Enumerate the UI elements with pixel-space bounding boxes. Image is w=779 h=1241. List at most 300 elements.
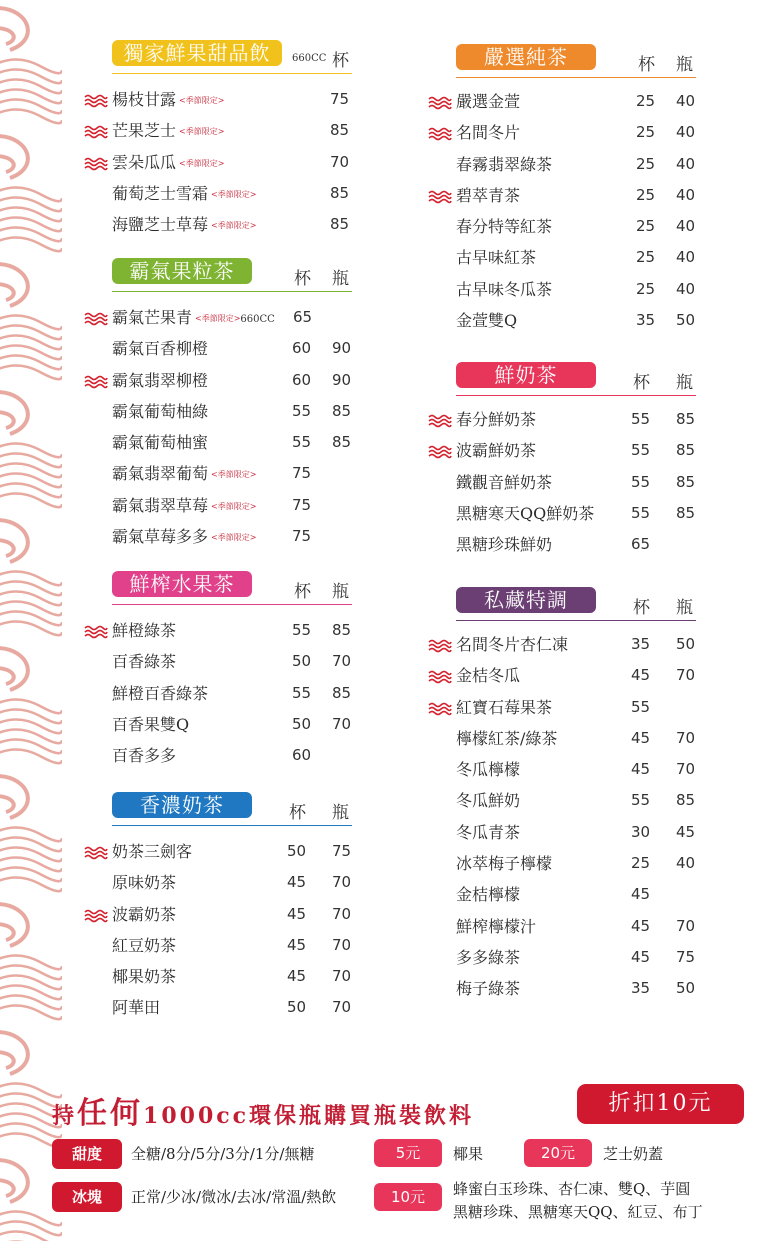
price-cup: 55 [292, 621, 312, 639]
item-name-wrap [112, 209, 256, 241]
menu-item[interactable] [428, 498, 696, 529]
menu-item[interactable] [428, 404, 696, 435]
price-bottle: 85 [332, 683, 352, 702]
recommended-wave-icon [428, 639, 452, 653]
item-name-wrap [112, 302, 275, 335]
section-divider [112, 825, 352, 827]
menu-item[interactable] [428, 723, 696, 754]
item-name-wrap [456, 660, 520, 691]
item-name-wrap [112, 961, 176, 992]
section-fresh-fruit-dessert [84, 40, 352, 235]
topping-price-5: 5元 [374, 1139, 442, 1167]
item-name-wrap [456, 117, 520, 148]
item-name: 百香果雙Q [112, 714, 190, 734]
price-cup: 45 [631, 947, 651, 966]
price-bottle: 40 [676, 248, 696, 267]
menu-item[interactable] [84, 396, 352, 427]
price-cup: 50 [292, 714, 312, 733]
menu-item[interactable] [84, 365, 352, 396]
menu-item[interactable] [428, 305, 696, 336]
price-cup: 25 [636, 154, 656, 173]
menu-item[interactable] [84, 521, 352, 552]
menu-item[interactable] [84, 992, 352, 1023]
column-header-bottle: 瓶 [332, 269, 349, 289]
item-name: 霸氣翡翠柳橙 [112, 370, 209, 390]
promo-emphasis: 任何 [77, 1096, 144, 1131]
column-header-cup: 杯 [294, 269, 311, 289]
item-name: 葡萄芝士雪霜 [112, 183, 209, 203]
item-name: 檸檬紅茶/綠茶 [456, 728, 558, 748]
menu-item[interactable] [428, 435, 696, 466]
price-cup: 55 [292, 683, 312, 702]
price-cup: 45 [287, 967, 307, 986]
price-cup: 55 [631, 441, 651, 460]
item-size-note: 660CC [240, 314, 275, 325]
price-bottle: 70 [332, 714, 352, 733]
item-name-wrap [112, 365, 208, 396]
menu-item[interactable] [84, 740, 352, 771]
item-name-wrap [112, 930, 176, 961]
section-title: 獨家鮮果甜品飲 [112, 40, 282, 66]
item-name-wrap [112, 836, 192, 867]
price-bottle: 85 [676, 441, 696, 460]
recommended-wave-icon [428, 702, 452, 716]
item-name: 原味奶茶 [112, 873, 177, 893]
item-name-wrap [456, 242, 536, 273]
price-cup: 60 [292, 746, 312, 765]
section-header [428, 44, 696, 78]
item-name-wrap [456, 180, 520, 211]
item-name-wrap [112, 84, 224, 116]
item-name-wrap [112, 427, 208, 458]
price-bottle: 85 [676, 410, 696, 428]
price-cup: 55 [631, 410, 651, 428]
menu-item[interactable] [84, 115, 352, 146]
price-bottle: 70 [676, 666, 696, 685]
price-cup: 75 [330, 90, 350, 108]
item-name: 春分特等紅茶 [456, 217, 553, 237]
price-cup: 55 [631, 472, 651, 491]
price-cup: 50 [287, 998, 307, 1017]
item-name-wrap [112, 678, 208, 709]
section-divider [456, 620, 696, 622]
item-name-wrap [456, 629, 568, 660]
recommended-wave-icon [428, 127, 452, 141]
promo-text: 持任何1000cc環保瓶購買瓶裝飲料 [52, 1096, 475, 1131]
price-cup: 55 [631, 503, 651, 522]
item-name-wrap [456, 692, 552, 723]
item-name: 楊枝甘露 [112, 90, 177, 109]
seasonal-tag: <季節限定> [179, 96, 225, 105]
recommended-wave-icon [84, 94, 108, 108]
menu-item[interactable] [428, 629, 696, 660]
price-bottle: 40 [676, 185, 696, 204]
price-bottle: 70 [332, 967, 352, 986]
price-bottle: 70 [332, 904, 352, 923]
item-name: 椰果奶茶 [112, 967, 177, 987]
section-header [428, 362, 696, 396]
price-bottle: 40 [676, 854, 696, 873]
item-name: 鮮橙綠茶 [112, 621, 177, 640]
column-header-cup: 杯 [633, 598, 650, 618]
item-name: 百香綠茶 [112, 652, 177, 672]
price-bottle: 70 [676, 760, 696, 779]
menu-item[interactable] [84, 490, 352, 521]
price-cup: 25 [636, 123, 656, 142]
item-name-wrap [456, 498, 594, 529]
item-name: 金桔冬瓜 [456, 666, 521, 686]
section-title: 私藏特調 [456, 587, 596, 613]
item-name-wrap [112, 867, 176, 898]
recommended-wave-icon [428, 445, 452, 459]
menu-item[interactable] [84, 333, 352, 364]
seasonal-tag: <季節限定> [211, 533, 257, 543]
topping-10-items-line2: 黑糖珍珠、黑糖寒天QQ、紅豆、布丁 [453, 1203, 703, 1221]
price-cup: 65 [293, 308, 313, 326]
recommended-wave-icon [84, 312, 108, 326]
item-name: 霸氣翡翠草莓 [112, 495, 209, 515]
menu-item[interactable] [84, 458, 352, 489]
menu-item[interactable] [84, 84, 352, 115]
item-name-wrap [456, 467, 552, 498]
topping-price-20: 20元 [524, 1139, 592, 1167]
item-name: 紅寶石莓果茶 [456, 697, 553, 717]
item-list [428, 404, 696, 560]
price-cup: 35 [636, 311, 656, 330]
item-name-wrap [112, 899, 176, 930]
price-cup: 25 [636, 92, 656, 110]
menu-item[interactable] [428, 86, 696, 117]
price-cup: 55 [292, 401, 312, 420]
price-bottle: 40 [676, 123, 696, 142]
item-name-wrap [112, 147, 224, 179]
item-name: 霸氣葡萄柚綠 [112, 401, 209, 421]
menu-item[interactable] [84, 147, 352, 178]
item-name-wrap [112, 458, 256, 490]
item-name-wrap [456, 785, 520, 816]
price-cup: 30 [631, 822, 651, 841]
swirl-motif [0, 392, 62, 507]
seasonal-tag: <季節限定> [211, 470, 257, 480]
column-header-bottle: 瓶 [676, 598, 693, 618]
item-name-wrap [112, 178, 256, 210]
recommended-wave-icon [84, 846, 108, 860]
price-bottle: 40 [676, 92, 696, 110]
section-title: 嚴選純茶 [456, 44, 596, 70]
seasonal-tag: <季節限定> [195, 314, 241, 323]
item-name: 金萱雙Q [456, 311, 518, 331]
item-name: 鐵觀音鮮奶茶 [456, 472, 553, 492]
section-special-blend [428, 587, 696, 999]
menu-item[interactable] [428, 848, 696, 879]
menu-item[interactable] [428, 754, 696, 785]
price-cup: 55 [292, 433, 312, 452]
menu-item[interactable] [428, 942, 696, 973]
menu-item[interactable] [84, 178, 352, 209]
item-name-wrap [456, 529, 552, 560]
section-header [428, 587, 696, 621]
item-name: 金桔檸檬 [456, 885, 521, 905]
price-cup: 85 [330, 183, 350, 202]
bottle-promo-banner [52, 1084, 752, 1132]
swirl-motif [0, 776, 62, 891]
menu-item[interactable] [84, 899, 352, 930]
column-header-cup: 杯 [289, 803, 306, 823]
recommended-wave-icon [84, 375, 108, 389]
column-header-cup: 杯 [332, 51, 349, 71]
price-cup: 45 [631, 728, 651, 747]
price-cup: 45 [287, 904, 307, 923]
menu-item[interactable] [428, 180, 696, 211]
item-name: 霸氣草莓多多 [112, 527, 209, 547]
item-name: 冰萃梅子檸檬 [456, 854, 553, 874]
menu-item[interactable] [84, 646, 352, 677]
price-bottle: 85 [676, 791, 696, 810]
price-cup: 25 [631, 854, 651, 873]
item-name: 名間冬片 [456, 123, 521, 143]
price-cup: 75 [292, 495, 312, 514]
menu-item[interactable] [84, 836, 352, 867]
price-bottle: 70 [676, 916, 696, 935]
section-fresh-squeezed-fruit-tea [84, 571, 352, 766]
topping-10-items-line1: 蜂蜜白玉珍珠、杏仁凍、雙Q、芋圓 [453, 1180, 691, 1198]
item-name-wrap [112, 740, 176, 771]
menu-item[interactable] [84, 302, 352, 333]
price-cup: 25 [636, 185, 656, 204]
price-cup: 70 [330, 152, 350, 171]
menu-item[interactable] [428, 467, 696, 498]
price-cup: 60 [292, 339, 312, 358]
sweetness-label: 甜度 [52, 1139, 122, 1169]
item-name: 霸氣百香柳橙 [112, 339, 209, 359]
price-bottle: 40 [676, 279, 696, 298]
section-title: 霸氣果粒茶 [112, 258, 252, 284]
recommended-wave-icon [84, 909, 108, 923]
price-bottle: 85 [676, 503, 696, 522]
item-name-wrap [456, 817, 520, 848]
price-bottle: 70 [332, 873, 352, 892]
section-title: 鮮榨水果茶 [112, 571, 252, 597]
menu-item[interactable] [428, 973, 696, 1004]
price-bottle: 50 [676, 635, 696, 653]
item-name: 奶茶三劍客 [112, 842, 193, 861]
item-name: 冬瓜青茶 [456, 822, 521, 842]
section-pure-tea [428, 44, 696, 331]
item-name: 波霸鮮奶茶 [456, 441, 537, 461]
item-name: 霸氣翡翠葡萄 [112, 464, 209, 484]
price-bottle: 70 [332, 935, 352, 954]
item-name-wrap [456, 723, 557, 754]
price-bottle: 75 [332, 842, 352, 860]
recommended-wave-icon [84, 157, 108, 171]
topping-price-10: 10元 [374, 1183, 442, 1211]
item-name: 鮮橙百香綠茶 [112, 683, 209, 703]
section-milk-tea [84, 792, 352, 1018]
menu-item[interactable] [428, 785, 696, 816]
item-name: 碧萃青茶 [456, 185, 521, 205]
recommended-wave-icon [428, 96, 452, 110]
price-cup: 45 [631, 916, 651, 935]
item-name-wrap [456, 305, 517, 336]
price-bottle: 40 [676, 217, 696, 236]
item-name: 嚴選金萱 [456, 92, 521, 111]
menu-item[interactable] [428, 211, 696, 242]
menu-item[interactable] [428, 117, 696, 148]
item-name: 春分鮮奶茶 [456, 410, 537, 429]
menu-item[interactable] [428, 879, 696, 910]
sweetness-options: 全糖/8分/5分/3分/1分/無糖 [131, 1145, 315, 1163]
price-bottle: 45 [676, 822, 696, 841]
seasonal-tag: <季節限定> [211, 221, 257, 231]
menu-item[interactable] [84, 961, 352, 992]
item-name: 冬瓜檸檬 [456, 760, 521, 780]
price-cup: 50 [287, 842, 307, 860]
section-fruit-tea [84, 258, 352, 547]
price-cup: 85 [330, 215, 350, 234]
section-divider [112, 604, 352, 606]
item-name: 名間冬片杏仁凍 [456, 635, 569, 654]
recommended-wave-icon [428, 670, 452, 684]
menu-item[interactable] [84, 427, 352, 458]
item-name-wrap [456, 435, 536, 466]
recommended-wave-icon [84, 625, 108, 639]
price-cup: 75 [292, 527, 312, 546]
price-cup: 35 [631, 635, 651, 653]
item-name-wrap [456, 86, 520, 117]
section-header [84, 40, 352, 74]
decorative-wave-border [0, 0, 62, 1241]
item-name-wrap [112, 521, 256, 553]
swirl-motif [0, 648, 62, 763]
menu-item[interactable] [428, 660, 696, 691]
menu-item[interactable] [428, 274, 696, 305]
item-list [428, 629, 696, 1005]
price-bottle: 50 [676, 979, 696, 998]
seasonal-tag: <季節限定> [211, 189, 257, 199]
promo-discount-badge: 折扣10元 [577, 1084, 744, 1124]
seasonal-tag: <季節限定> [179, 127, 225, 137]
item-name: 海鹽芝士草莓 [112, 215, 209, 235]
menu-item[interactable] [428, 149, 696, 180]
menu-item[interactable] [428, 242, 696, 273]
item-name-wrap [112, 646, 176, 677]
item-name: 鮮榨檸檬汁 [456, 916, 537, 936]
item-name: 波霸奶茶 [112, 904, 177, 924]
price-bottle: 40 [676, 154, 696, 173]
section-header [84, 792, 352, 826]
price-bottle: 70 [332, 998, 352, 1017]
item-name: 百香多多 [112, 746, 177, 766]
ice-options: 正常/少冰/微冰/去冰/常溫/熱飲 [131, 1188, 337, 1206]
price-bottle: 85 [332, 433, 352, 452]
column-header-bottle: 瓶 [332, 803, 349, 823]
section-divider [456, 395, 696, 397]
item-name-wrap [456, 973, 520, 1004]
item-name-wrap [456, 754, 520, 785]
item-name-wrap [112, 333, 208, 364]
topping-5-items: 椰果 [453, 1145, 484, 1163]
price-cup: 45 [287, 935, 307, 954]
price-cup: 25 [636, 217, 656, 236]
price-cup: 65 [631, 535, 651, 554]
menu-item[interactable] [428, 529, 696, 560]
column-header-cup: 杯 [633, 373, 650, 393]
menu-item[interactable] [84, 678, 352, 709]
section-title: 香濃奶茶 [112, 792, 252, 818]
seasonal-tag: <季節限定> [211, 501, 257, 511]
item-name: 古早味紅茶 [456, 248, 537, 268]
menu-item[interactable] [84, 709, 352, 740]
price-cup: 55 [631, 791, 651, 810]
menu-item[interactable] [84, 615, 352, 646]
section-divider [112, 291, 352, 293]
price-cup: 35 [631, 979, 651, 998]
recommended-wave-icon [84, 125, 108, 139]
item-name: 古早味冬瓜茶 [456, 279, 553, 299]
menu-item[interactable] [84, 209, 352, 240]
item-name: 黑糖寒天QQ鮮奶茶 [456, 503, 595, 523]
item-name-wrap [456, 879, 520, 910]
item-list [84, 615, 352, 771]
section-header [84, 571, 352, 605]
swirl-motif [0, 264, 62, 379]
item-list [84, 302, 352, 552]
item-name: 雲朵瓜瓜 [112, 152, 177, 172]
swirl-motif [0, 8, 62, 123]
section-divider [456, 77, 696, 79]
item-name: 冬瓜鮮奶 [456, 791, 521, 811]
menu-item[interactable] [428, 692, 696, 723]
price-bottle: 85 [332, 401, 352, 420]
swirl-motif [0, 136, 62, 251]
price-bottle: 75 [676, 947, 696, 966]
item-name: 多多綠茶 [456, 947, 521, 967]
item-name: 梅子綠茶 [456, 979, 521, 999]
item-name: 霸氣芒果青 [112, 308, 193, 327]
item-name: 霸氣葡萄柚蜜 [112, 433, 209, 453]
item-name-wrap [456, 911, 536, 942]
item-list [428, 86, 696, 336]
item-name: 阿華田 [112, 998, 161, 1018]
item-name: 黑糖珍珠鮮奶 [456, 535, 553, 555]
item-name-wrap [112, 615, 176, 646]
column-header-bottle: 瓶 [676, 373, 693, 393]
menu-item[interactable] [84, 867, 352, 898]
menu-item[interactable] [428, 911, 696, 942]
item-name-wrap [112, 490, 256, 522]
item-name-wrap [112, 992, 160, 1023]
menu-item[interactable] [428, 817, 696, 848]
item-name: 春霧翡翠綠茶 [456, 154, 553, 174]
column-header-bottle: 瓶 [332, 582, 349, 602]
price-bottle: 85 [676, 472, 696, 491]
section-header [84, 258, 352, 292]
swirl-motif [0, 520, 62, 635]
item-name-wrap [456, 211, 552, 242]
ice-label: 冰塊 [52, 1182, 122, 1212]
menu-item[interactable] [84, 930, 352, 961]
recommended-wave-icon [428, 414, 452, 428]
price-bottle: 70 [676, 728, 696, 747]
item-name: 芒果芝士 [112, 121, 177, 141]
price-cup: 85 [330, 121, 350, 140]
price-cup: 45 [631, 885, 651, 904]
section-divider [112, 73, 352, 75]
price-cup: 25 [636, 248, 656, 267]
price-cup: 55 [631, 697, 651, 716]
column-header-cup: 杯 [294, 582, 311, 602]
item-list [84, 84, 352, 240]
